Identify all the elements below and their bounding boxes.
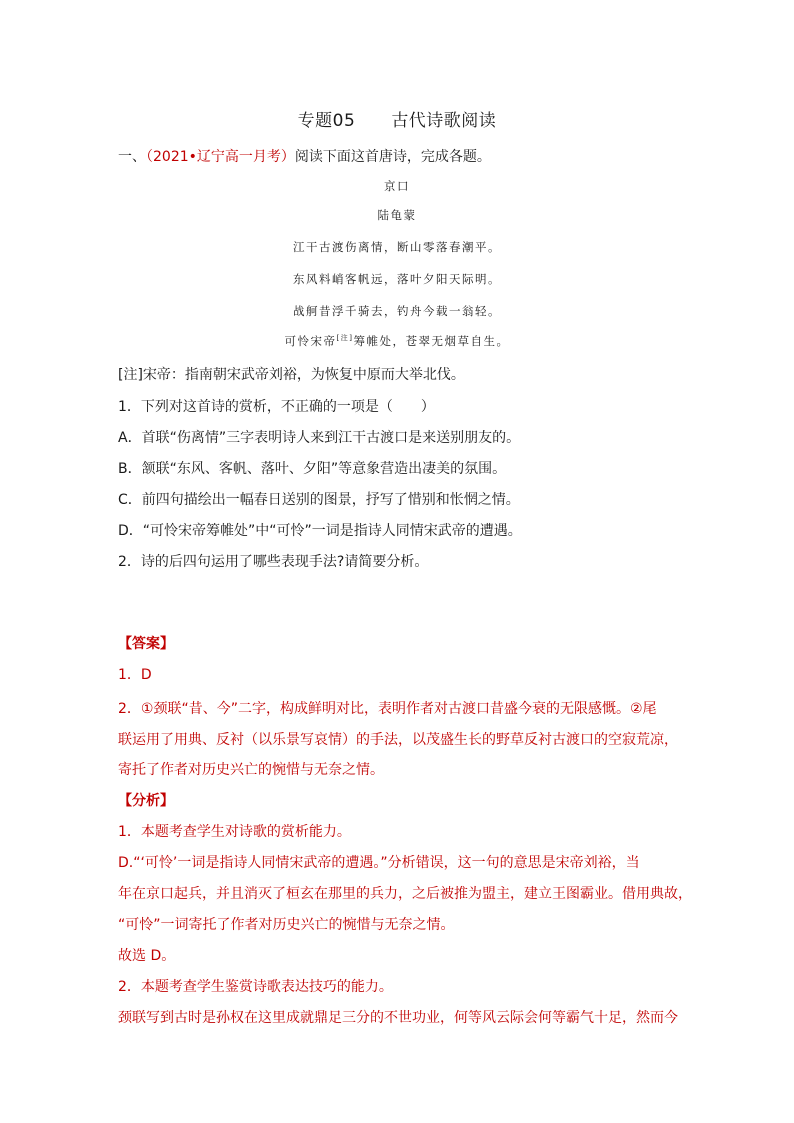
poem-note: [注]宋帝：指南朝宋武帝刘裕，为恢复中原而大举北伐。 (118, 367, 465, 383)
option-b: B．颔联“东风、客帆、落叶、夕阳”等意象营造出凄美的氛围。 (118, 461, 507, 477)
poem-line: 东风料峭客帆远，落叶夕阳天际明。 (293, 272, 501, 286)
poem-author: 陆龟蒙 (377, 208, 417, 222)
poem-line-part: 筹帷处，苍翠无烟草自生。 (353, 334, 510, 348)
question-source: （2021•辽宁高一月考） (146, 149, 295, 165)
poem-line: 江干古渡伤离情，断山零落春潮平。 (293, 240, 501, 254)
analysis-line: D.“‘可怜’一词是指诗人同情宋武帝的遭遇。”分析错误，这一句的意思是宋帝刘裕，当 (118, 855, 640, 871)
footnote-marker: [注] (336, 334, 354, 343)
answer-2-line: 联运用了用典、反衬（以乐景写哀情）的手法，以茂盛生长的野草反衬古渡口的空寂荒凉， (118, 732, 678, 748)
page-title (0, 106, 794, 131)
analysis-line: 2．本题考查学生鉴赏诗歌表达技巧的能力。 (118, 979, 393, 995)
answer-2-line: 寄托了作者对历史兴亡的惋惜与无奈之情。 (118, 762, 384, 778)
question-instruction: 阅读下面这首唐诗，完成各题。 (294, 149, 491, 165)
question-number: 一、 (118, 149, 146, 165)
poem-line: 战舸昔浮千骑去，钓舟今载一翁轻。 (293, 304, 501, 318)
poem-title: 京口 (384, 179, 410, 193)
analysis-line: “可怜”一词寄托了作者对历史兴亡的惋惜与无奈之情。 (118, 917, 455, 933)
answer-2-line: 2．①颈联“昔、今”二字，构成鲜明对比，表明作者对古渡口昔盛今衰的无限感慨。②尾 (118, 701, 657, 717)
option-a: A．首联“伤离情”三字表明诗人来到江干古渡口是来送别朋友的。 (118, 430, 521, 446)
analysis-line: 颈联写到古时是孙权在这里成就鼎足三分的不世功业，何等风云际会何等霸气十足，然而今 (118, 1010, 678, 1026)
option-c: C．前四句描绘出一幅春日送别的图景，抒写了惜别和怅惘之情。 (118, 492, 520, 508)
poem-line-part: 可怜宋帝 (284, 334, 337, 348)
question-1-stem: 1．下列对这首诗的赏析，不正确的一项是（ ） (118, 399, 435, 415)
question-2-stem: 2．诗的后四句运用了哪些表现手法?请简要分析。 (118, 554, 429, 570)
analysis-line: 年在京口起兵，并且消灭了桓玄在那里的兵力，之后被推为盟主，建立王图霸业。借用典故， (118, 886, 692, 902)
answer-heading: 【答案】 (118, 636, 174, 652)
analysis-line: 1．本题考查学生对诗歌的赏析能力。 (118, 824, 351, 840)
answer-1: 1．D (118, 667, 152, 683)
poem-line-last (0, 333, 794, 349)
option-d: D．“可怜宋帝筹帷处”中“可怜”一词是指诗人同情宋武帝的遭遇。 (118, 523, 522, 539)
title-main: 古代诗歌阅读 (391, 111, 497, 131)
title-prefix: 专题05 (297, 111, 356, 131)
question-intro (118, 146, 491, 166)
analysis-heading: 【分析】 (118, 793, 174, 809)
analysis-line: 故选 D。 (118, 948, 176, 964)
